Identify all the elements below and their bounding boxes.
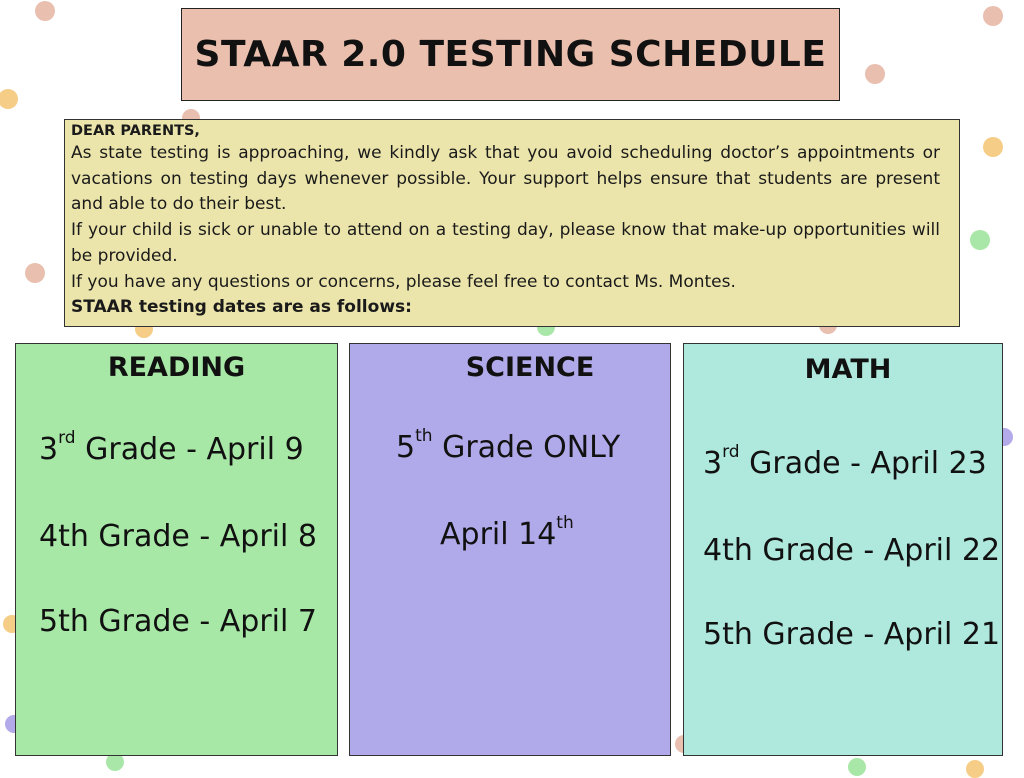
confetti-dot [970,230,990,250]
confetti-dot [865,64,885,84]
letter-paragraph: If you have any questions or concerns, please feel free to contact Ms. Montes. [71,271,736,292]
math-entry-3rd: 3rd Grade - April 23 [703,442,987,481]
reading-heading: READING [107,352,246,383]
confetti-dot [848,758,866,776]
parent-letter [64,119,960,327]
confetti-dot [0,89,18,109]
math-column [683,343,1003,756]
reading-entry-4th: 4th Grade - April 8 [39,519,317,554]
reading-entry-5th: 5th Grade - April 7 [39,604,317,639]
letter-paragraph: If your child is sick or unable to attend on a testing day, please know that make-up opportunities will be provided. [71,220,940,266]
letter-paragraph: As state testing is approaching, we kindly ask that you avoid scheduling doctor’s appointments or vacations on testing days whenever possible. Your support helps ensure that students are present and able to do their best. [71,143,940,215]
reading-column [15,343,338,756]
math-heading: MATH [804,354,892,385]
letter-dates-intro: STAAR testing dates are as follows: [71,297,412,318]
confetti-dot [983,6,1003,26]
confetti-dot [25,263,45,283]
confetti-dot [966,760,984,778]
title-banner [181,8,840,101]
confetti-dot [35,1,55,21]
science-heading: SCIENCE [465,352,595,383]
confetti-dot [983,137,1003,157]
math-entry-5th: 5th Grade - April 21 [703,617,1001,652]
reading-entry-3rd: 3rd Grade - April 9 [39,428,304,467]
science-entry-date: April 14th [440,513,574,552]
science-column [349,343,671,756]
letter-greeting: DEAR PARENTS, [71,123,200,139]
science-entry-grade: 5th Grade ONLY [396,426,621,465]
math-entry-4th: 4th Grade - April 22 [703,533,1001,568]
page-title: STAAR 2.0 TESTING SCHEDULE [194,34,827,75]
